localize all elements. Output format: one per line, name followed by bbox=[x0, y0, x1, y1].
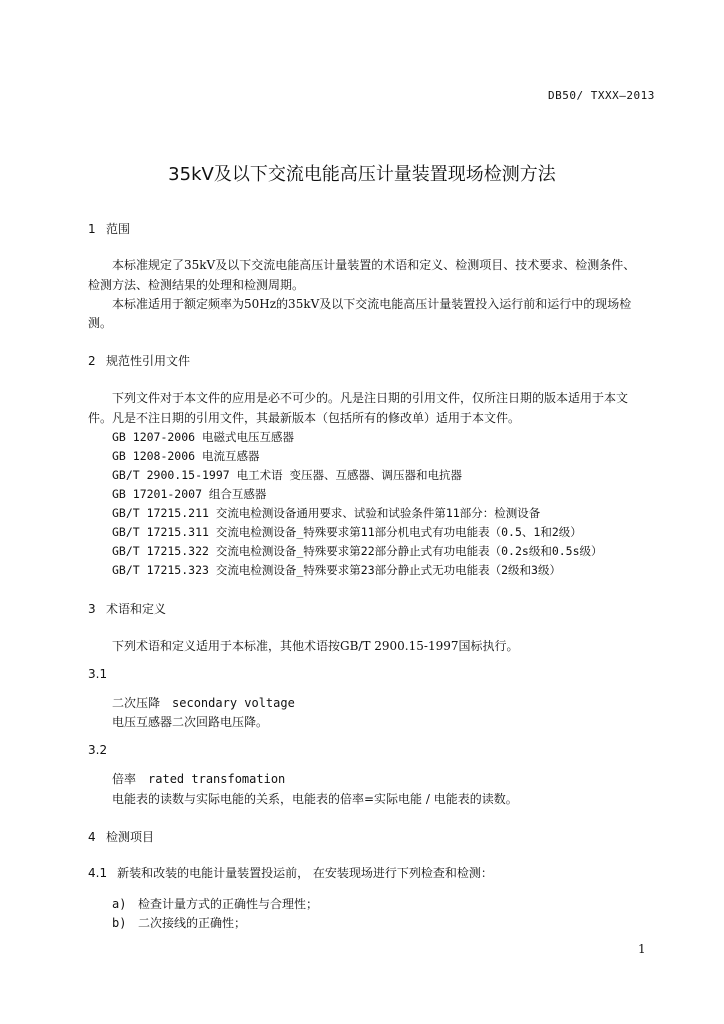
section-3-intro: 下列术语和定义适用于本标准，其他术语按GB/T 2900.15-1997国标执行。 bbox=[112, 639, 519, 653]
reference-item: GB 1207-2006 电磁式电压互感器 bbox=[112, 430, 295, 444]
section-2-heading bbox=[88, 352, 190, 369]
term-3-1 bbox=[112, 694, 295, 711]
subsection-4-1 bbox=[88, 864, 493, 881]
section-1-line-1: 本标准规定了35kV及以下交流电能高压计量装置的术语和定义、检测项目、技术要求、检测条件、 bbox=[112, 258, 636, 272]
section-2-line-1: 下列文件对于本文件的应用是必不可少的。凡是注日期的引用文件，仅所注日期的版本适用于本文 bbox=[112, 391, 629, 405]
term-3-1-definition: 电压互感器二次回路电压降。 bbox=[112, 715, 269, 729]
page-number: 1 bbox=[638, 942, 646, 956]
list-item bbox=[112, 895, 318, 912]
subsection-4-1-number: 4.1 bbox=[88, 866, 108, 880]
reference-item: GB/T 17215.211 交流电检测设备通用要求、试验和试验条件第11部分：检测设备 bbox=[112, 506, 541, 520]
section-1-number: 1 bbox=[88, 222, 96, 236]
list-item-marker: b) bbox=[112, 916, 127, 930]
reference-item: GB 17201-2007 组合互感器 bbox=[112, 487, 267, 501]
section-4-number: 4 bbox=[88, 830, 96, 844]
section-3-heading bbox=[88, 600, 166, 617]
subsection-3-1-number: 3.1 bbox=[88, 667, 108, 681]
list-item-text: 检查计量方式的正确性与合理性； bbox=[138, 897, 319, 911]
section-1-line-2: 检测方法、检测结果的处理和检测周期。 bbox=[88, 278, 305, 292]
doc-code-header: DB50/ TXXX—2013 bbox=[548, 89, 655, 102]
section-3-number: 3 bbox=[88, 602, 96, 616]
section-2-number: 2 bbox=[88, 354, 96, 368]
section-1-line-3: 本标准适用于额定频率为50Hz的35kV及以下交流电能高压计量装置投入运行前和运行中的现场检 bbox=[112, 297, 632, 311]
term-3-2-cn: 倍率 bbox=[112, 772, 137, 786]
section-1-heading bbox=[88, 220, 130, 237]
doc-title: 35kV及以下交流电能高压计量装置现场检测方法 bbox=[168, 164, 556, 185]
term-3-1-cn: 二次压降 bbox=[112, 696, 161, 710]
reference-item: GB/T 17215.322 交流电检测设备_特殊要求第22部分静止式有功电能表（0.2s级和0.5s级） bbox=[112, 544, 603, 558]
list-item-text: 二次接线的正确性； bbox=[138, 916, 247, 930]
list-item bbox=[112, 914, 246, 931]
subsection-4-1-text: 新装和改装的电能计量装置投运前， 在安装现场进行下列检查和检测： bbox=[117, 866, 493, 880]
subsection-3-2-number: 3.2 bbox=[88, 743, 108, 757]
reference-item: GB 1208-2006 电流互感器 bbox=[112, 449, 260, 463]
reference-item: GB/T 2900.15-1997 电工术语 变压器、互感器、调压器和电抗器 bbox=[112, 468, 463, 482]
reference-item: GB/T 17215.323 交流电检测设备_特殊要求第23部分静止式无功电能表（2级和3级） bbox=[112, 563, 561, 577]
section-2-title: 规范性引用文件 bbox=[106, 354, 191, 368]
section-3-title: 术语和定义 bbox=[106, 602, 167, 616]
term-3-2 bbox=[112, 770, 285, 787]
section-4-heading bbox=[88, 828, 154, 845]
section-1-line-4: 测。 bbox=[88, 316, 113, 330]
term-3-1-en: secondary voltage bbox=[172, 696, 295, 710]
section-2-line-2: 件。凡是不注日期的引用文件，其最新版本（包括所有的修改单）适用于本文件。 bbox=[88, 411, 521, 425]
reference-item: GB/T 17215.311 交流电检测设备_特殊要求第11部分机电式有功电能表（0.5、1和2级） bbox=[112, 525, 582, 539]
list-item-marker: a) bbox=[112, 897, 127, 911]
term-3-2-definition: 电能表的读数与实际电能的关系，电能表的倍率=实际电能 / 电能表的读数。 bbox=[112, 792, 518, 806]
section-1-title: 范围 bbox=[106, 222, 131, 236]
section-4-title: 检测项目 bbox=[106, 830, 155, 844]
term-3-2-en: rated transfomation bbox=[148, 772, 286, 786]
